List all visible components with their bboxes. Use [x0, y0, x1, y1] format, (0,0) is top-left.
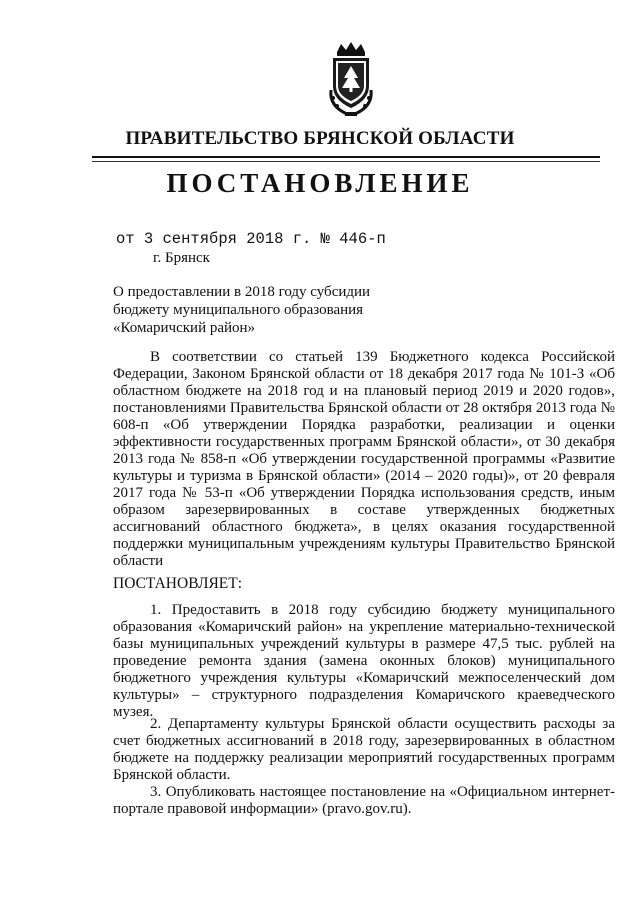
decree-word: ПОСТАНОВЛЯЕТ: — [113, 575, 243, 592]
subject-line: «Комаричский район» — [113, 320, 256, 336]
decree-item-3: 3. Опубликовать настоящее постановление на «Официальном интернет-портале правовой информации» (pravo.gov.ru). — [113, 784, 615, 817]
document-date-number: от 3 сентября 2018 г. № 446-п — [116, 230, 386, 248]
decree-item-1: 1. Предоставить в 2018 году субсидию бюджету муниципального образования «Комаричский район» на укрепление материально-технической базы муниципальных учреждений культуры в размере 47,5 тыс. рублей на проведение ремонта здания (замена оконных блоков) муниципального бюджетного учреждения культуры «Комаричский межпоселенческий дом культуры» – структурного подразделения Комаричского краеведческого музея. — [113, 602, 615, 720]
preamble-paragraph: В соответствии со статьей 139 Бюджетного кодекса Российской Федерации, Законом Брянской области от 18 декабря 2017 года № 101-З «Об областном бюджете на 2018 год и на плановый период 2019 и 2020 годов», постановлениями Правительства Брянской области от 28 октября 2013 года № 608-п «Об утверждении Порядка разработки, реализации и оценки эффективности государственных программ Брянской области», от 30 декабря 2013 года № 858-п «Об утверждении государственной программы «Развитие культуры и туризма в Брянской области» (2014 – 2020 годы)», от 20 февраля 2017 года № 53-п «Об утверждении Порядка использования средств, иным образом зарезервированных в составе утвержденных бюджетных ассигнований областного бюджета», в целях оказания государственной поддержки муниципальным учреждениям культуры Правительство Брянской области — [113, 349, 615, 569]
document-city: г. Брянск — [153, 250, 210, 266]
header-rule-thick — [92, 156, 600, 158]
government-name: ПРАВИТЕЛЬСТВО БРЯНСКОЙ ОБЛАСТИ — [125, 128, 515, 149]
coat-of-arms-icon — [325, 40, 377, 124]
header-rule-thin — [92, 161, 600, 162]
subject-line: О предоставлении в 2018 году субсидии — [113, 284, 371, 300]
decree-item-2: 2. Департаменту культуры Брянской области осуществить расходы за счет бюджетных ассигнований в 2018 году, зарезервированных в областном бюджете на поддержку реализации мероприятий государственных программ Брянской области. — [113, 716, 615, 783]
subject-line: бюджету муниципального образования — [113, 302, 364, 318]
document-subject — [113, 283, 403, 337]
document-type-heading: ПОСТАНОВЛЕНИЕ — [166, 168, 474, 198]
